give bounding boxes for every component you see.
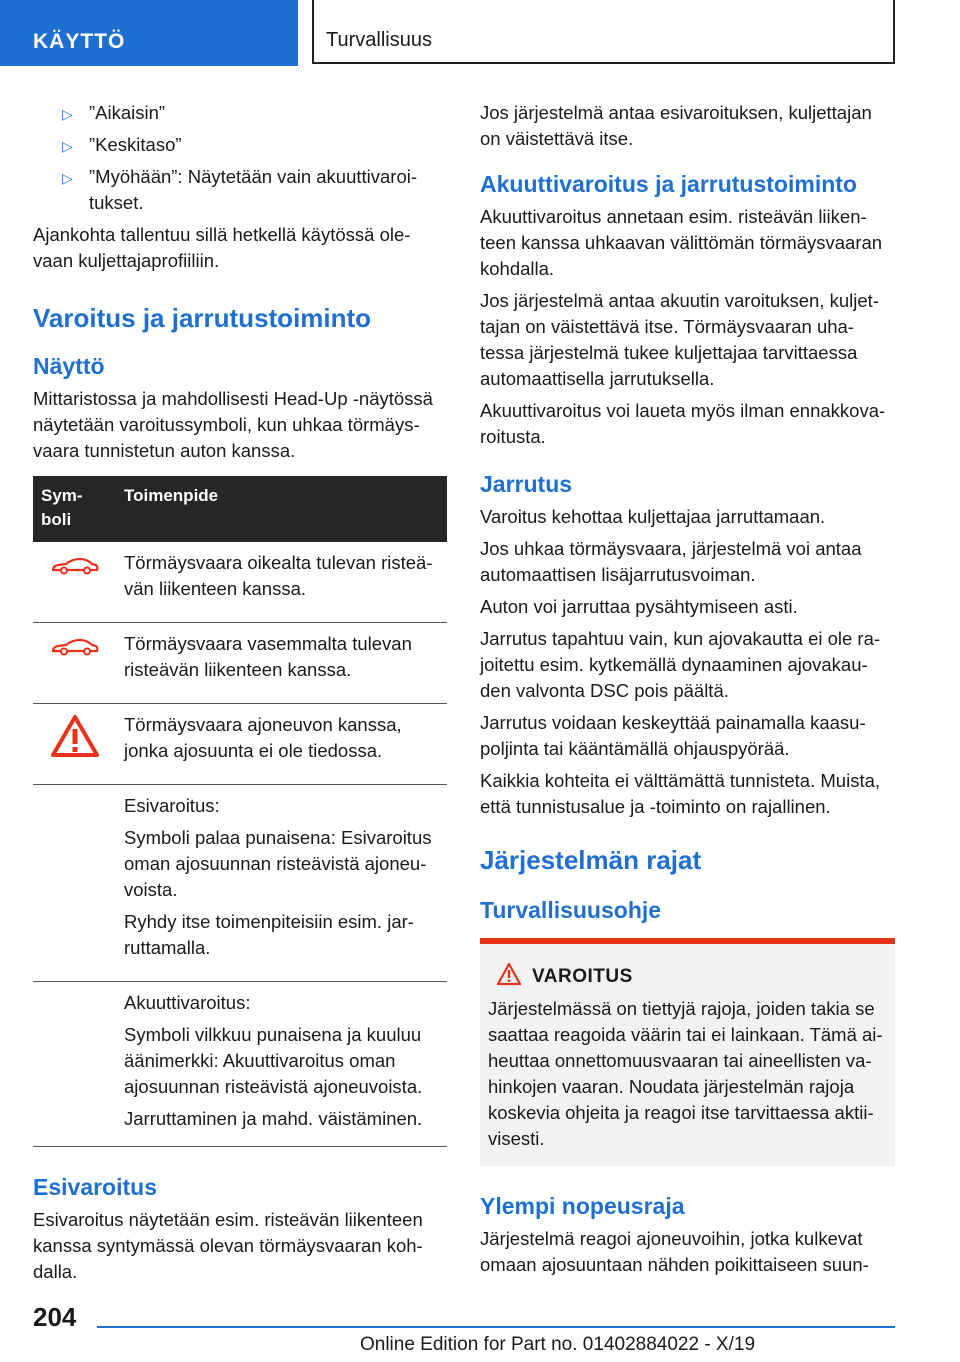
subsection-heading: Turvallisuusohje [480, 897, 662, 923]
paragraph: Auton voi jarruttaa pysähtymiseen asti. [480, 596, 798, 617]
row-text: Ryhdy itse toimenpiteisiin esim. jar-ruttamalla. [124, 911, 414, 958]
car-icon [50, 556, 100, 576]
subsection-heading: Näyttö [33, 353, 105, 379]
warning-title: VAROITUS [488, 966, 887, 988]
subsection-heading: Jarrutus [480, 471, 573, 497]
row-text: Symboli vilkkuu punaisena ja kuuluu äänimerkki: Akuuttivaroitus oman ajosuunnan risteävistä ajoneuvoista. [124, 1024, 423, 1097]
footer-divider [97, 1326, 895, 1328]
warning-triangle-icon [496, 962, 522, 986]
list-item: ▷ ”Myöhään”: Näytetään vain akuuttivaroi-tukset. [62, 166, 418, 213]
car-icon [50, 637, 100, 657]
row-text: Törmäysvaara oikealta tulevan risteä-vän liikenteen kanssa. [124, 552, 433, 599]
left-column [33, 100, 447, 1291]
subsection-heading: Akuuttivaroitus ja jarrutustoiminto [480, 171, 857, 197]
paragraph: Varoitus kehottaa kuljettajaa jarruttamaan. [480, 506, 826, 527]
row-text: Jarruttaminen ja mahd. väistäminen. [124, 1108, 423, 1129]
warning-triangle-icon [50, 714, 100, 758]
row-text: Symboli palaa punaisena: Esivaroitus oman ajosuunnan risteävistä ajoneu-voista. [124, 827, 432, 900]
table-row [33, 623, 447, 704]
table-header-symbol: Sym-boli [33, 476, 116, 542]
paragraph: Jos uhkaa törmäysvaara, järjestelmä voi antaa automaattisen lisäjarrutusvoiman. [480, 538, 862, 585]
paragraph: Mittaristossa ja mahdollisesti Head-Up -näytössä näytetään varoitussymboli, kun uhkaa törmäys-vaara tunnistetun auton kanssa. [33, 388, 433, 461]
section-heading: Varoitus ja jarrutustoiminto [33, 303, 372, 333]
section-heading: Järjestelmän rajat [480, 845, 702, 875]
row-text: Akuuttivaroitus: [124, 992, 251, 1013]
table-row [33, 785, 447, 982]
paragraph: Esivaroitus näytetään esim. risteävän liikenteen kanssa syntymässä olevan törmäysvaaran koh-dalla. [33, 1209, 423, 1282]
triangle-bullet-icon: ▷ [62, 138, 73, 154]
row-text: Törmäysvaara ajoneuvon kanssa, jonka ajosuunta ei ole tiedossa. [124, 714, 402, 761]
paragraph: Jarrutus tapahtuu vain, kun ajovakautta ei ole ra-joitettu esim. kytkemällä dynaaminen ajovakau-den valvonta DSC pois päältä. [480, 628, 881, 701]
paragraph: Jos järjestelmä antaa esivaroituksen, kuljettajan on väistettävä itse. [480, 102, 872, 149]
symbol-table [33, 476, 447, 1147]
table-row [33, 982, 447, 1147]
paragraph: Akuuttivaroitus voi laueta myös ilman ennakkova-roitusta. [480, 400, 886, 447]
row-text: Esivaroitus: [124, 795, 220, 816]
paragraph: Kaikkia kohteita ei välttämättä tunnisteta. Muista, että tunnistusalue ja -toiminto on rajallinen. [480, 770, 881, 817]
list-item: ▷ ”Keskitaso” [33, 132, 447, 158]
page-header [0, 0, 960, 66]
triangle-bullet-icon: ▷ [62, 170, 73, 186]
paragraph: Järjestelmä reagoi ajoneuvoihin, jotka kulkevat omaan ajosuuntaan nähden poikittaiseen suun- [480, 1228, 869, 1275]
table-row [33, 542, 447, 623]
table-row [33, 704, 447, 785]
paragraph: Jarrutus voidaan keskeyttää painamalla kaasu-poljinta tai kääntämällä ohjauspyörää. [480, 712, 866, 759]
triangle-bullet-icon: ▷ [62, 106, 73, 122]
paragraph: Jos järjestelmä antaa akuutin varoituksen, kuljet-tajan on väistettävä itse. Törmäysvaaran uha-tessa järjestelmä tukee kuljettajaa tarvittaessa automaattisella jarrutuksella. [480, 290, 879, 389]
paragraph: Akuuttivaroitus annetaan esim. risteävän liiken-teen kanssa uhkaavan välittömän törmäysvaaran kohdalla. [480, 206, 883, 279]
row-text: Törmäysvaara vasemmalta tulevan risteävän liikenteen kanssa. [124, 633, 412, 680]
option-list [33, 100, 447, 216]
footer-text: Online Edition for Part no. 01402884022 - X/19 [359, 1334, 756, 1355]
warning-text: Järjestelmässä on tiettyjä rajoja, joiden takia se saattaa reagoida väärin tai ei lainkaan. Tämä ai-heuttaa onnettomuusvaaran tai aineellisten va-hinkojen vaaran. Noudata järjestelmän rajoja koskevia ohjeita ja reagoi itse tarvittaessa aktii-visesti. [488, 998, 883, 1149]
right-column [480, 100, 894, 1284]
subsection-heading: Esivaroitus [33, 1174, 157, 1200]
section-label: KÄYTTÖ [0, 0, 298, 66]
table-header-action: Toimenpide [116, 476, 447, 542]
page-number: 204 [33, 1302, 77, 1332]
subsection-heading: Ylempi nopeusraja [480, 1193, 685, 1219]
warning-box [480, 938, 895, 1166]
list-item: ▷ ”Aikaisin” [33, 100, 447, 126]
chapter-label: Turvallisuus [312, 0, 895, 64]
paragraph: Ajankohta tallentuu sillä hetkellä käytössä ole-vaan kuljettajaprofiiliin. [33, 224, 411, 271]
